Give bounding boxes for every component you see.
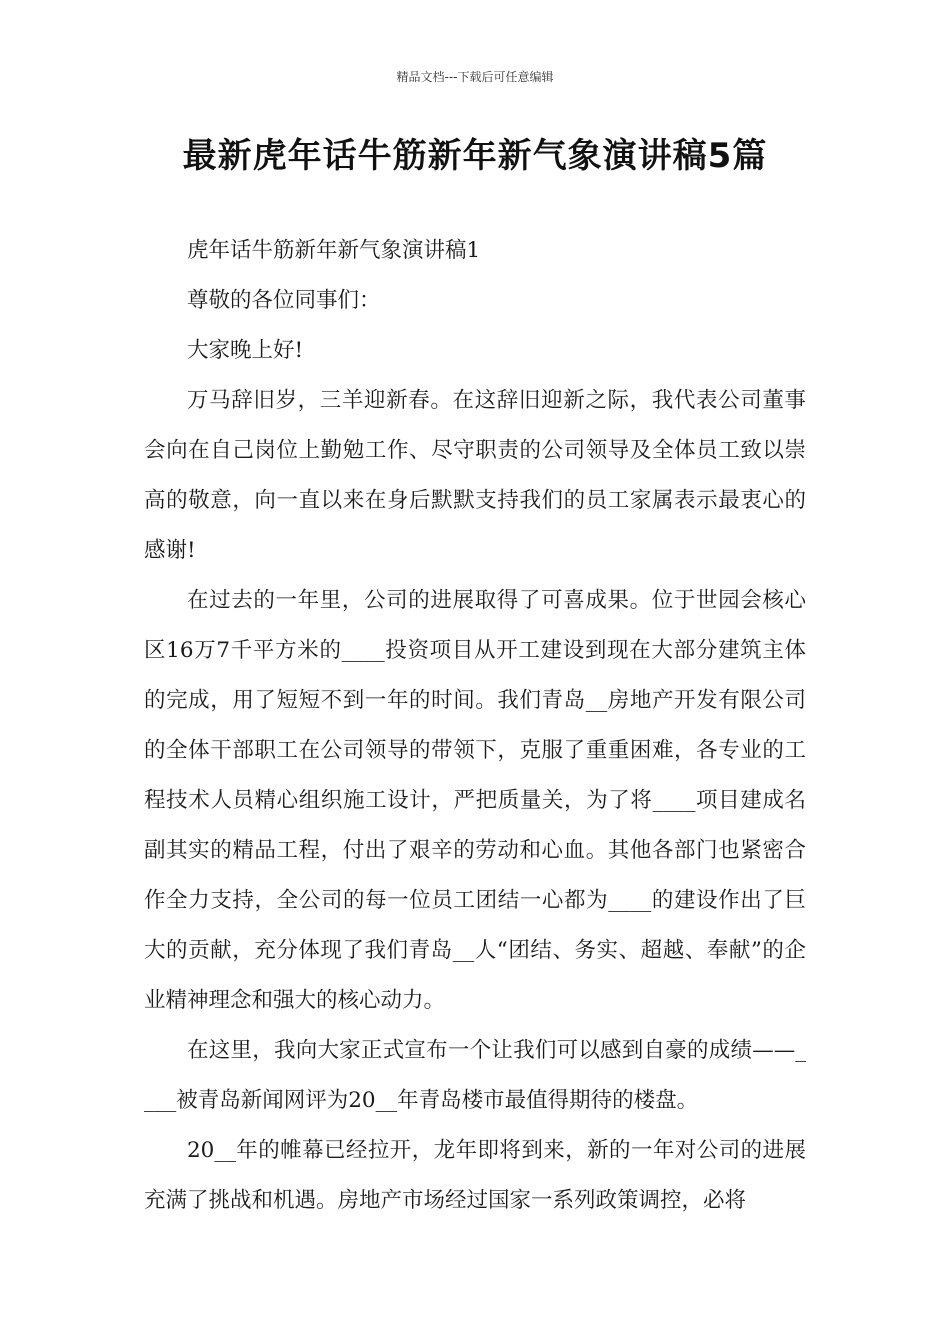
document-title: 最新虎年话牛筋新年新气象演讲稿5篇 [182,136,768,176]
paragraph-heading: 虎年话牛筋新年新气象演讲稿1 [187,238,481,263]
paragraph: 万马辞旧岁，三羊迎新春。在这辞旧迎新之际，我代表公司董事会向在自己岗位上勤勉工作、尽守职责的公司领导及全体员工致以崇高的敬意，向一直以来在身后默默支持我们的员工家属表示最衷心的感谢! [144,388,806,563]
paragraph: 20__年的帷幕已经拉开，龙年即将到来，新的一年对公司的进展充满了挑战和机遇。房地产市场经过国家一系列政策调控，必将 [144,1138,806,1213]
paragraph-salutation: 尊敬的各位同事们： [187,288,381,313]
paragraph: 在这里，我向大家正式宣布一个让我们可以感到自豪的成绩——____被青岛新闻网评为20__年青岛楼市最值得期待的楼盘。 [144,1038,806,1113]
header-note: 精品文档---下载后可任意编辑 [396,70,554,84]
paragraph-greeting: 大家晚上好! [187,338,304,363]
paragraph: 在过去的一年里，公司的进展取得了可喜成果。位于世园会核心区16万7千平方米的____投资项目从开工建设到现在大部分建筑主体的完成，用了短短不到一年的时间。我们青岛__房地产开发有限公司的全体干部职工在公司领导的带领下，克服了重重困难，各专业的工程技术人员精心组织施工设计，严把质量关，为了将____项目建成名副其实的精品工程，付出了艰辛的劳动和心血。其他各部门也紧密合作全力支持，全公司的每一位员工团结一心都为____的建设作出了巨大的贡献，充分体现了我们青岛__人“团结、务实、超越、奉献”的企业精神理念和强大的核心动力。 [144,588,806,1013]
document-body [144,226,806,1226]
